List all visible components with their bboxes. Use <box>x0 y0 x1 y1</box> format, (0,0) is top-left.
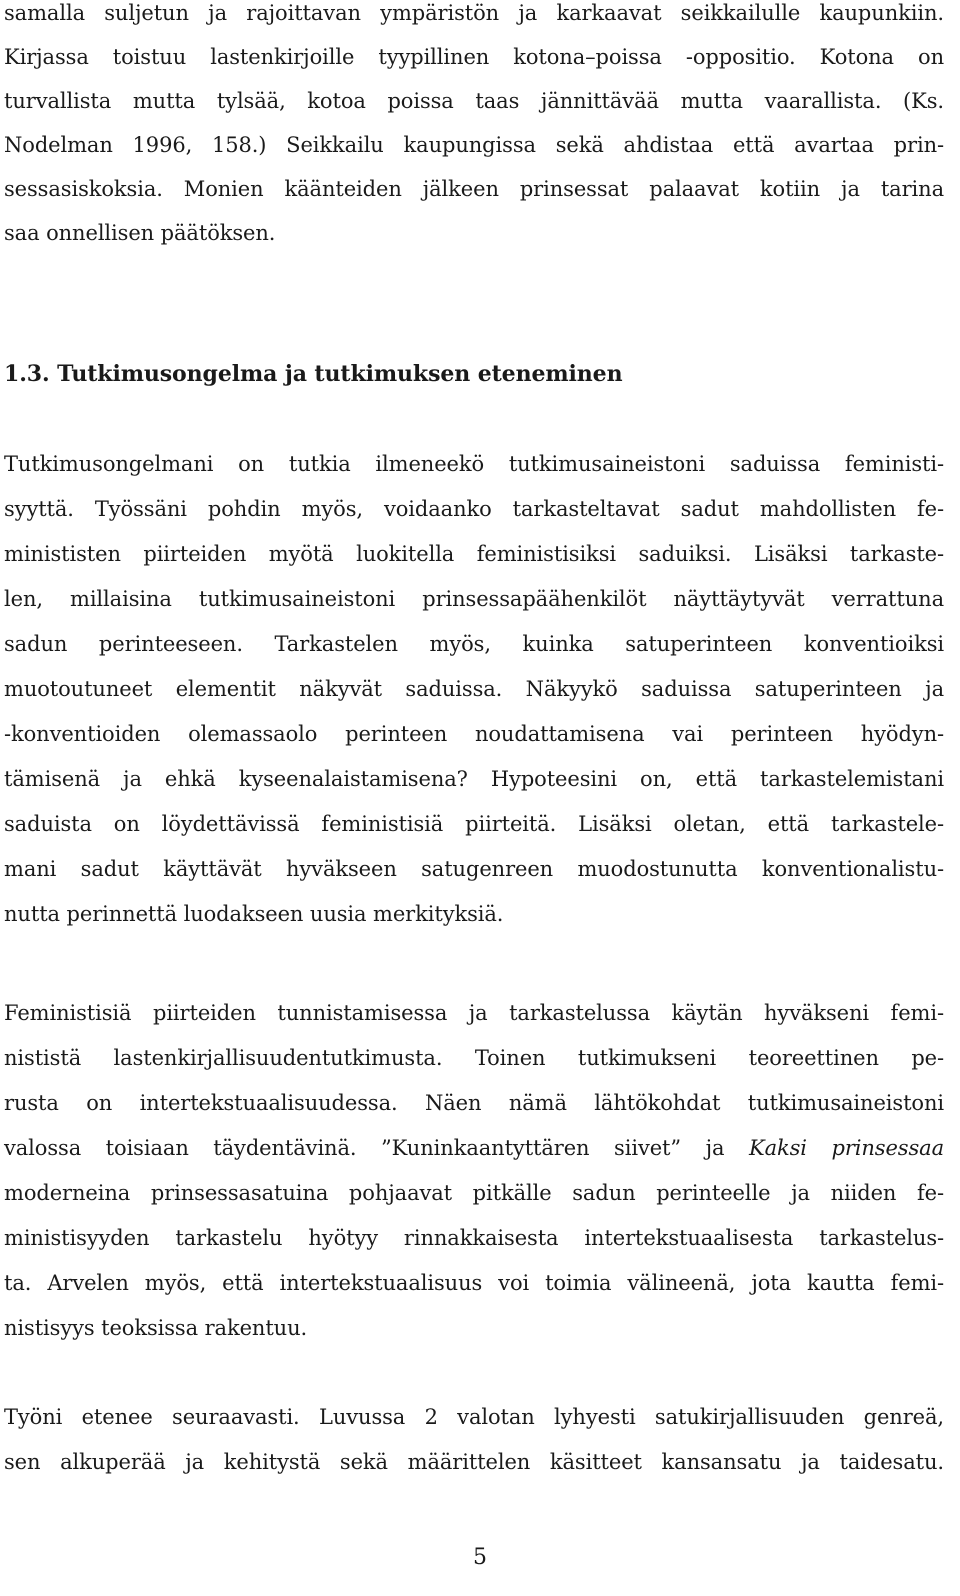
text-line: Tutkimusongelmani on tutkia ilmeneekö tutkimusaineistoni saduissa feministi- <box>4 452 944 476</box>
text-line: tämisenä ja ehkä kyseenalaistamisena? Hypoteesini on, että tarkastelemistani <box>4 767 944 791</box>
text-line: rusta on intertekstuaalisuudessa. Näen nämä lähtökohdat tutkimusaineistoni <box>4 1091 944 1115</box>
text-line: nistisyys teoksissa rakentuu. <box>4 1316 308 1340</box>
text-line: Työni etenee seuraavasti. Luvussa 2 valotan lyhyesti satukirjallisuuden genreä, <box>4 1405 944 1429</box>
text-line: syyttä. Työssäni pohdin myös, voidaanko tarkasteltavat sadut mahdollisten fe- <box>4 497 944 521</box>
text-line: saa onnellisen päätöksen. <box>4 221 276 245</box>
text-line: ta. Arvelen myös, että intertekstuaalisuus voi toimia välineenä, jota kautta femi- <box>4 1271 944 1295</box>
page-number: 5 <box>473 1545 487 1570</box>
text-line: muotoutuneet elementit näkyvät saduissa. Näkyykö saduissa satuperinteen ja <box>4 677 944 701</box>
text-line: minististen piirteiden myötä luokitella feministisiksi saduiksi. Lisäksi tarkaste- <box>4 542 944 566</box>
text-line: ministisyyden tarkastelu hyötyy rinnakkaisesta intertekstuaalisesta tarkastelus- <box>4 1226 944 1250</box>
text-line: moderneina prinsessasatuina pohjaavat pitkälle sadun perinteelle ja niiden fe- <box>4 1181 944 1205</box>
text-line: Feministisiä piirteiden tunnistamisessa ja tarkastelussa käytän hyväkseni femi- <box>4 1001 944 1025</box>
text-line: Kirjassa toistuu lastenkirjoille tyypillinen kotona–poissa -oppositio. Kotona on <box>4 45 944 69</box>
text-line: nutta perinnettä luodakseen uusia merkityksiä. <box>4 902 504 926</box>
book-title: Kaksi prinsessaa <box>748 1136 944 1160</box>
text-line: len, millaisina tutkimusaineistoni prinsessapäähenkilöt näyttäytyvät verrattuna <box>4 587 944 611</box>
text-line: turvallista mutta tylsää, kotoa poissa taas jännittävää mutta vaarallista. (Ks. <box>4 89 944 113</box>
text-line: nististä lastenkirjallisuudentutkimusta. Toinen tutkimukseni teoreettinen pe- <box>4 1046 944 1070</box>
text-line: mani sadut käyttävät hyväkseen satugenreen muodostunutta konventionalistu- <box>4 857 944 881</box>
text-line: sadun perinteeseen. Tarkastelen myös, kuinka satuperinteen konventioiksi <box>4 632 944 656</box>
text-line: sen alkuperää ja kehitystä sekä määrittelen käsitteet kansansatu ja taidesatu. <box>4 1450 944 1474</box>
text-line: samalla suljetun ja rajoittavan ympäristön ja karkaavat seikkailulle kaupunkiin. <box>4 1 944 25</box>
text-line: saduista on löydettävissä feministisiä piirteitä. Lisäksi oletan, että tarkastele- <box>4 812 944 836</box>
section-heading: 1.3. Tutkimusongelma ja tutkimuksen eteneminen <box>4 361 623 387</box>
text-line: sessasiskoksia. Monien käänteiden jälkeen prinsessat palaavat kotiin ja tarina <box>4 177 944 201</box>
text-line: -konventioiden olemassaolo perinteen noudattamisena vai perinteen hyödyn- <box>4 722 944 746</box>
text-line: Nodelman 1996, 158.) Seikkailu kaupungissa sekä ahdistaa että avartaa prin- <box>4 133 944 157</box>
text-line <box>4 1126 944 1170</box>
text-run: valossa toisiaan täydentävinä. ”Kuninkaantyttären siivet” ja <box>4 1136 749 1160</box>
